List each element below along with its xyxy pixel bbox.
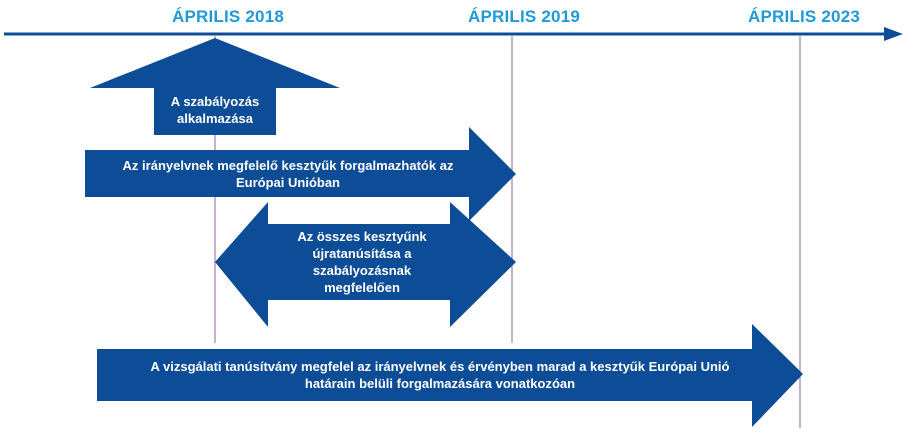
date-label-2018: ÁPRILIS 2018: [172, 7, 285, 26]
date-label-2019: ÁPRILIS 2019: [468, 7, 581, 26]
timeline-arrowhead: [884, 27, 903, 41]
right-arrow-2019-label: Az irányelvnek megfelelő kesztyűk forgalmazhatók az Európai Unióban: [122, 158, 454, 190]
double-arrow-label: Az összes kesztyűnk újratanúsítása a szabályozásnak megfelelően: [297, 229, 427, 295]
up-arrow-label: A szabályozás alkalmazása: [170, 94, 260, 126]
right-arrow-2023-label: A vizsgálati tanúsítvány megfelel az irányelvnek és érvényben marad a kesztyűk Európai Unió határain belüli forgalmazására vonatkozóan: [150, 359, 730, 391]
date-label-2023: ÁPRILIS 2023: [748, 7, 861, 26]
